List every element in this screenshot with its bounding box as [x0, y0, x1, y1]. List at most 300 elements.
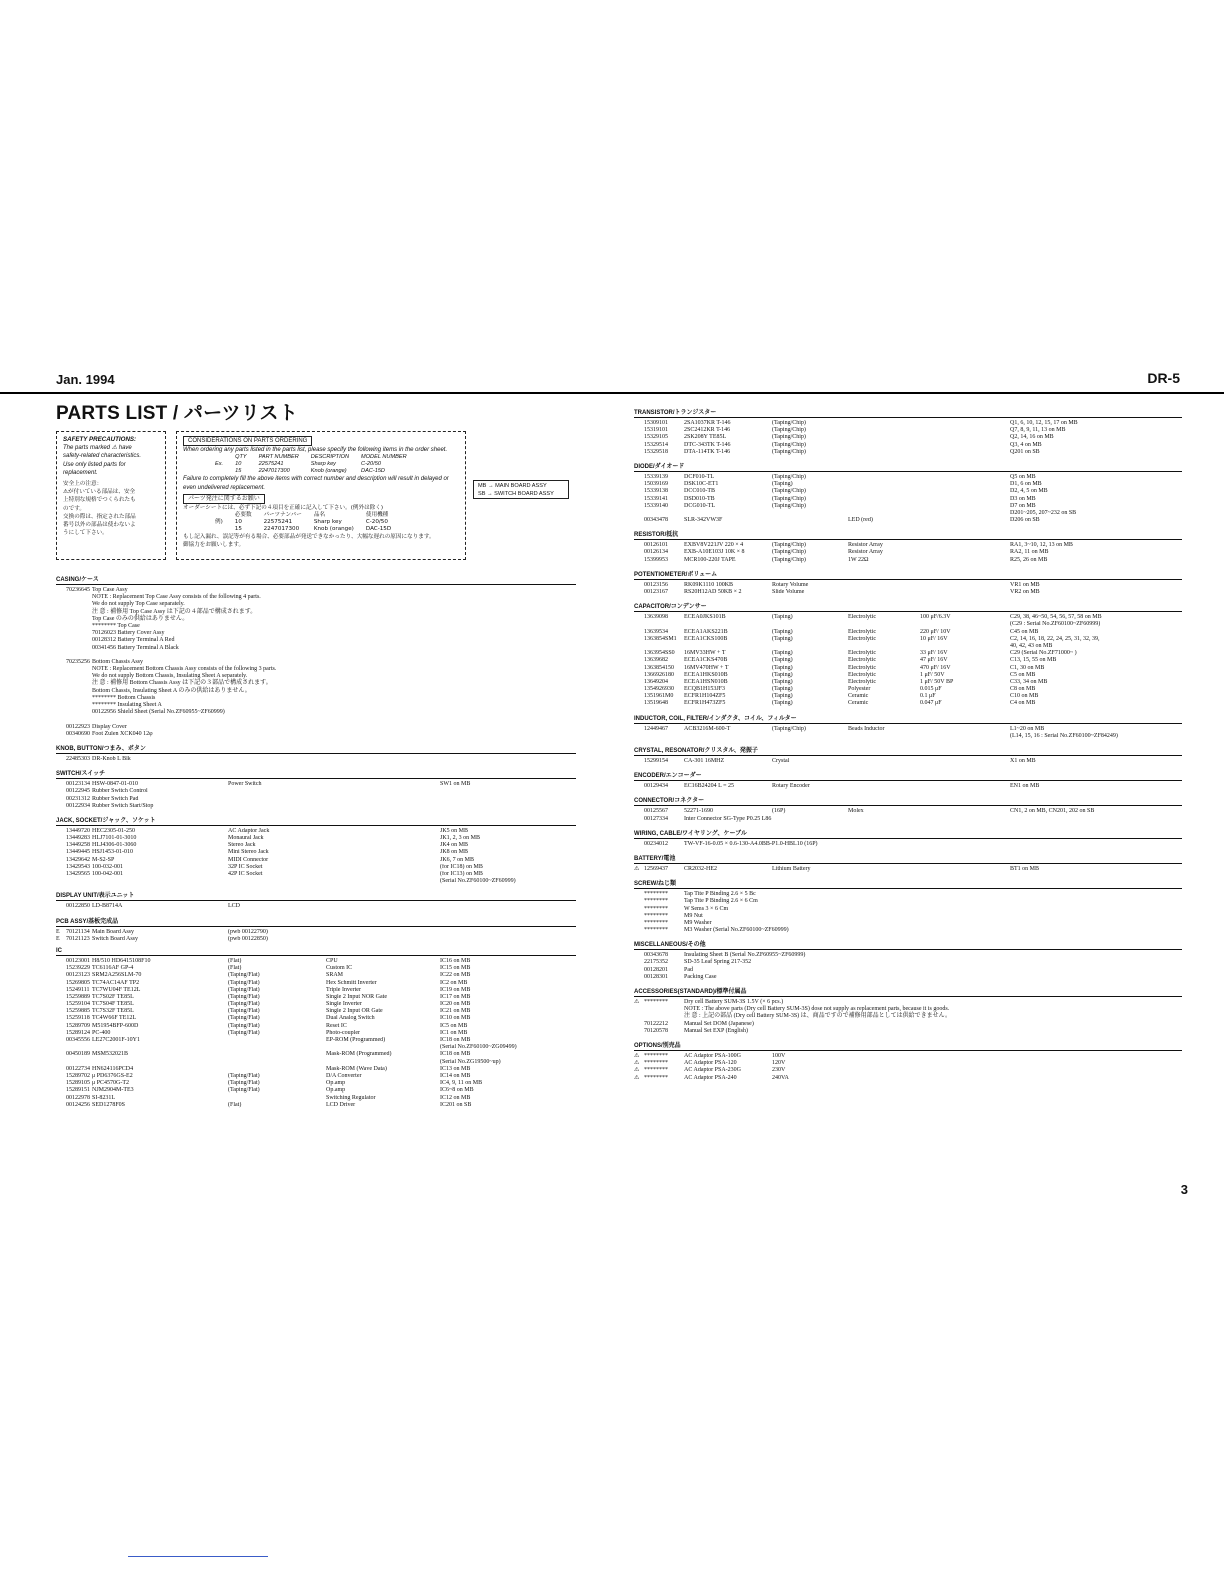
cell-loc: D201~205, 207~232 on SB	[1010, 509, 1077, 516]
cell-loc: RA1, 3~10, 12, 13 on MB	[1010, 542, 1073, 549]
cell-type: (Flat)	[228, 965, 242, 972]
cell-desc: Single Inverter	[326, 1001, 362, 1008]
cell-code: 13429543	[66, 863, 90, 870]
cell-code: 1351961M0	[644, 693, 674, 700]
cell-loc: SW1 on MB	[440, 781, 471, 788]
ordering-considerations-box	[176, 431, 466, 560]
cell-code: 1366926180	[644, 671, 674, 678]
cell-type: (Taping/Flat)	[228, 1022, 260, 1029]
cell-part: 52271-1690	[684, 808, 713, 815]
section-title: DIODE/ダイオード	[634, 461, 1182, 472]
cell-loc: IC6~8 on MB	[440, 1087, 474, 1094]
cell-loc: (Serial No.ZG19500~up)	[440, 1058, 501, 1065]
safety-jp-line: 番号以外の部品は使わないよ	[63, 522, 136, 529]
cell-code: ********	[644, 898, 668, 905]
cell-part: MSM532021B	[92, 1051, 129, 1058]
cell-part: EXBV8V221JV 220 × 4	[684, 542, 744, 549]
section-title: MISCELLANEOUS/その他	[634, 939, 1182, 950]
cell-code: 15259885	[66, 1008, 90, 1015]
cell-val: 0.015 μF	[920, 686, 942, 693]
parts-row	[634, 481, 1182, 488]
parts-row	[634, 679, 1182, 686]
cell-loc: IC10 on MB	[440, 1015, 471, 1022]
cell-part: 注 意 : 上記の部品 (Dry cell Battery SUM-3S) は、商品ですので補修用部品としては供給できません。	[684, 1013, 952, 1020]
cell-desc: Resistor Array	[848, 549, 883, 556]
parts-row	[634, 783, 1182, 790]
section-title: SCREW/ねじ類	[634, 878, 1182, 889]
parts-row	[634, 808, 1182, 815]
cell-part: TC74AC14AF TP2	[92, 979, 140, 986]
parts-row	[634, 542, 1182, 549]
section-title: SWITCH/スイッチ	[56, 768, 576, 779]
cell-code: 00450189	[66, 1051, 90, 1058]
parts-row	[56, 609, 576, 616]
cell-part: TC7S32F TE85L	[92, 1008, 134, 1015]
parts-row	[56, 781, 576, 788]
cell-desc: Switching Regulator	[326, 1094, 376, 1101]
cell-part: μ PC4570G-T2	[92, 1080, 130, 1087]
cell-type: (Taping)	[772, 686, 793, 693]
cell-desc: SRAM	[326, 972, 344, 979]
cell-type: (Flat)	[228, 1101, 242, 1108]
order-cell: 10	[234, 519, 242, 526]
parts-section	[634, 986, 1182, 1035]
parts-row	[634, 693, 1182, 700]
parts-row	[56, 987, 576, 994]
cell-code: 12569437	[644, 865, 668, 872]
section-title: KNOB, BUTTON/つまみ、ボタン	[56, 743, 576, 754]
cell-val: 1 μF/ 50V BP	[920, 678, 954, 685]
cell-code: 00126134	[644, 549, 668, 556]
cell-code: 22175352	[644, 959, 668, 966]
cell-mark: ⚠	[634, 1074, 640, 1081]
cell-code: ********	[644, 999, 668, 1005]
cell-loc: L1~20 on MB	[1010, 725, 1045, 732]
cell-part: SD-35 Leaf Spring 217-352	[684, 959, 752, 966]
bottom-rule	[128, 1556, 268, 1557]
cell-type: AC Adaptor Jack	[228, 827, 270, 834]
cell-code: 70236645	[66, 587, 90, 593]
cell-loc: IC201 on SB	[440, 1101, 472, 1108]
parts-list-left-column	[56, 574, 576, 1114]
parts-row	[634, 665, 1182, 672]
cell-type: (Taping/Flat)	[228, 1080, 260, 1087]
cell-code: 00127334	[644, 815, 668, 822]
cell-loc: VR1 on MB	[1010, 581, 1040, 588]
parts-row	[56, 1037, 576, 1044]
parts-section	[634, 601, 1182, 707]
cell-part: DSD010-TB	[684, 495, 715, 502]
order-cell: 10	[235, 461, 242, 468]
cell-code: ********	[644, 891, 668, 898]
cell-type: (Taping)	[772, 671, 793, 678]
cell-part: DR-Knob L Blk	[92, 755, 131, 762]
parts-row	[634, 906, 1182, 913]
parts-row	[634, 582, 1182, 589]
parts-row	[634, 474, 1182, 481]
cell-desc: Triple Inverter	[326, 986, 361, 993]
cell-desc: Ceramic	[848, 693, 869, 700]
order-cell: 品名	[313, 512, 326, 519]
legend-line: SB → SWITCH BOARD ASSY	[478, 491, 554, 497]
cell-part: Rubber Switch Start/Stop	[92, 802, 154, 809]
cell-code: 15289151	[66, 1087, 90, 1094]
cell-part: Insulating Sheet B (Serial No.ZF60955~ZF60999)	[684, 952, 806, 959]
cell-part: DCG010-TL	[684, 502, 715, 509]
cell-part: ******** Top Case	[92, 622, 140, 629]
cell-val: 0.1 μF	[920, 693, 936, 700]
cell-code: 13449445	[66, 849, 90, 856]
cell-code: 15259889	[66, 993, 90, 1000]
order-cell	[209, 454, 229, 461]
parts-row	[56, 1008, 576, 1015]
parts-row	[56, 1087, 576, 1094]
cell-part: Bottom Chassis Assy	[92, 658, 144, 665]
cell-type: Mini Stereo Jack	[228, 849, 269, 856]
parts-section	[56, 916, 576, 943]
cell-val: 10 μF/ 16V	[920, 635, 948, 642]
cell-part: NOTE : Replacement Top Case Assy consists of the following 4 parts.	[92, 594, 261, 601]
cell-loc: 40, 42, 43 on MB	[1010, 642, 1053, 649]
parts-row	[634, 1067, 1182, 1074]
cell-code: 15039169	[644, 481, 668, 488]
cell-part: ******** Bottom Chassis	[92, 694, 156, 701]
parts-row	[634, 510, 1182, 517]
order-cell: 2247017300	[258, 468, 290, 475]
parts-row	[56, 756, 576, 763]
parts-row	[56, 871, 576, 878]
cell-code: 13639534	[644, 628, 668, 635]
parts-section	[634, 770, 1182, 790]
safety-jp-heading: 安全上の注意：	[63, 481, 103, 488]
cell-loc: C4 on MB	[1010, 700, 1036, 707]
parts-row	[634, 621, 1182, 628]
cell-code: 13449283	[66, 835, 90, 842]
cell-type: (pwb 00122850)	[228, 935, 268, 942]
cell-code: 15329105	[644, 434, 668, 441]
cell-mark: ⚠	[634, 999, 640, 1005]
section-title: RESISTOR/抵抗	[634, 529, 1182, 540]
cell-mark: ⚠	[634, 1060, 640, 1067]
parts-row	[634, 974, 1182, 981]
parts-row	[56, 788, 576, 795]
cell-code: 00343478	[644, 517, 668, 524]
parts-row	[56, 958, 576, 965]
cell-code: 15329518	[644, 448, 668, 455]
cell-part: AC Adaptor PSA-230G	[684, 1067, 742, 1074]
parts-row	[56, 1095, 576, 1102]
cell-mark: ⚠	[634, 1052, 640, 1059]
cell-loc: IC16 on MB	[440, 957, 471, 964]
parts-section	[56, 768, 576, 810]
cell-part: HLJ7101-01-3010	[92, 835, 137, 842]
cell-desc: Electrolytic	[848, 678, 876, 685]
cell-type: (Taping)	[772, 635, 793, 642]
order-tail: even undelivered replacement.	[183, 484, 266, 491]
safety-line: The parts marked ⚠ have	[63, 445, 132, 452]
cell-type: Stereo Jack	[228, 842, 256, 849]
order-table-row	[209, 461, 413, 468]
cell-loc: IC19 on MB	[440, 986, 471, 993]
cell-loc: JK6, 7 on MB	[440, 856, 475, 863]
cell-code: 00125567	[644, 808, 668, 815]
order-cell	[209, 468, 229, 475]
parts-row	[56, 828, 576, 835]
section-title: TRANSISTOR/トランジスター	[634, 407, 1182, 418]
cell-code: 15339139	[644, 473, 668, 480]
cell-val: 0.047 μF	[920, 700, 942, 707]
cell-loc: D206 on SB	[1010, 517, 1040, 524]
parts-row	[634, 841, 1182, 848]
cell-code: ********	[644, 1074, 668, 1081]
cell-type: (Taping/Flat)	[228, 1029, 260, 1036]
parts-section	[634, 713, 1182, 740]
parts-row	[56, 936, 576, 943]
parts-section	[634, 795, 1182, 822]
cell-type: (Taping/Chip)	[772, 420, 806, 426]
cell-part: M9 Washer	[684, 919, 712, 926]
cell-type: (Taping/Chip)	[772, 542, 806, 549]
parts-section	[56, 574, 576, 738]
cell-desc: Single 2 Input NOR Gate	[326, 993, 387, 1000]
parts-row	[634, 920, 1182, 927]
parts-row	[56, 857, 576, 864]
parts-row	[634, 517, 1182, 524]
parts-row	[634, 816, 1182, 823]
parts-row	[56, 630, 576, 637]
cell-part: AC Adaptor PSA-100G	[684, 1052, 742, 1059]
parts-row	[634, 1053, 1182, 1060]
cell-loc: D3 on MB	[1010, 495, 1036, 502]
cell-loc: D1, 6 on MB	[1010, 481, 1042, 488]
cell-code: 00122978	[66, 1094, 90, 1101]
cell-code: 70235256	[66, 658, 90, 665]
cell-part: PC-400	[92, 1029, 111, 1036]
order-table-head	[209, 454, 413, 461]
cell-part: NOTE : Replacement Bottom Chassis Assy consists of the following 3 parts.	[92, 666, 277, 673]
parts-row	[56, 849, 576, 856]
cell-val: 1 μF/ 50V	[920, 671, 945, 678]
cell-code: 00122923	[66, 723, 90, 730]
order-cell: 15	[234, 526, 242, 533]
cell-loc: RA2, 11 on MB	[1010, 549, 1049, 556]
parts-row	[56, 1044, 576, 1051]
cell-code: 15269805	[66, 979, 90, 986]
cell-type: (Taping/Chip)	[772, 488, 806, 495]
cell-code: 13429642	[66, 856, 90, 863]
cell-code: ********	[644, 1060, 668, 1067]
cell-loc: (Serial No.ZF60100~ZG09499)	[440, 1044, 517, 1051]
parts-row	[634, 866, 1182, 873]
cell-part: Dry cell Battery SUM-3S 1.5V (× 6 pcs.)	[684, 999, 784, 1005]
cell-part: DSK10C-ET1	[684, 481, 719, 488]
cell-code: 00340690	[66, 730, 90, 737]
cell-type: 240VA	[772, 1074, 789, 1081]
cell-loc: IC20 on MB	[440, 1001, 471, 1008]
parts-row	[56, 652, 576, 659]
cell-type: (Taping)	[772, 628, 793, 635]
cell-type: Lithium Battery	[772, 865, 811, 872]
parts-row	[634, 496, 1182, 503]
cell-code: ********	[644, 919, 668, 926]
cell-code: ********	[644, 1067, 668, 1074]
cell-part: M3 Washer (Serial No.ZF60100~ZF60999)	[684, 927, 789, 934]
cell-code: 70122212	[644, 1020, 668, 1027]
cell-part: NOTE : The above parts (Dry cell Battery SUM-3S) dose not supply as replacement parts, because it is goods.	[684, 1006, 950, 1013]
cell-type: 100V	[772, 1052, 786, 1059]
cell-type: (Taping/Chip)	[772, 495, 806, 502]
order-cell: 15	[235, 468, 242, 475]
order-cell: DAC-15D	[365, 526, 392, 533]
cell-code: 13429565	[66, 871, 90, 877]
section-title: CRYSTAL, RESONATOR/クリスタル、発振子	[634, 745, 1182, 756]
cell-code: 13519648	[644, 700, 668, 707]
order-tail: Failure to completely fill the above items with correct number and description will result in delayed or	[183, 476, 449, 483]
cell-code: ********	[644, 905, 668, 912]
order-cell: Ex.	[215, 461, 224, 468]
cell-code: 1363954SS0	[644, 650, 675, 657]
cell-loc: C10 on MB	[1010, 693, 1039, 700]
cell-type: Monaural Jack	[228, 835, 264, 842]
cell-code: 00128301	[644, 973, 668, 980]
cell-loc: C45 on MB	[1010, 628, 1039, 635]
cell-part: 注 意 : 補修用 Bottom Chassis Assy は下記の３部品で構成されます。	[92, 680, 272, 687]
cell-code: 70120578	[644, 1027, 668, 1034]
cell-part: M51954BFP-600D	[92, 1022, 139, 1029]
cell-loc: D7 on MB	[1010, 502, 1036, 509]
cell-type: (Taping/Flat)	[228, 972, 260, 979]
cell-code: 00126101	[644, 542, 668, 549]
parts-row	[56, 666, 576, 673]
parts-section	[634, 1040, 1182, 1082]
order-cell: QTY	[235, 454, 247, 461]
cell-loc: (C29 : Serial No.ZF60100~ZF60999)	[1010, 621, 1101, 628]
parts-section	[56, 890, 576, 910]
parts-section	[634, 461, 1182, 524]
parts-section	[634, 828, 1182, 848]
parts-row	[56, 709, 576, 716]
cell-part: AC Adaptor PSA-120	[684, 1060, 737, 1067]
cell-part: ECFR1H473ZF5	[684, 700, 726, 707]
order-jp-tail: 御協力をお願いします。	[183, 542, 245, 549]
cell-part: We do not supply Bottom Chassis, Insulating Sheet A separately.	[92, 673, 248, 680]
order-cell: DAC-15D	[361, 468, 385, 475]
order-table-row	[209, 468, 413, 475]
parts-section	[634, 745, 1182, 765]
parts-row	[56, 835, 576, 842]
cell-part: 2SK208Y TE85L	[684, 434, 727, 441]
cell-part: ECEA1HSN010B	[684, 678, 728, 685]
cell-part: 2SC2412KR T-146	[684, 427, 731, 434]
cell-code: 15259104	[66, 1001, 90, 1008]
parts-row	[56, 864, 576, 871]
cell-part: Manual Set EXP (English)	[684, 1027, 748, 1034]
section-title: WIRING, CABLE/ワイヤリング、ケーブル	[634, 828, 1182, 839]
cell-code: 1363854SM1	[644, 635, 677, 642]
cell-type: 230V	[772, 1067, 786, 1074]
cell-part: ECEA1CKS470B	[684, 657, 728, 664]
safety-line: safety-related characteristics.	[63, 453, 142, 460]
cell-code: 15239229	[66, 965, 90, 972]
parts-row	[56, 623, 576, 630]
cell-part: RK09K1110 100KB	[684, 581, 734, 588]
cell-part: μ PD6376GS-E2	[92, 1072, 133, 1079]
cell-desc: Custom IC	[326, 965, 353, 972]
cell-desc: LED (red)	[848, 517, 873, 524]
cell-desc: Dual Analog Switch	[326, 1015, 375, 1022]
cell-loc: Q7, 8, 9, 11, 13 on MB	[1010, 427, 1066, 434]
cell-loc: C13, 15, 55 on MB	[1010, 657, 1057, 664]
order-cell: 例)	[215, 519, 223, 526]
cell-code: 00128201	[644, 966, 668, 973]
cell-part: Inter Connector SG-Type P0.25 L86	[684, 815, 772, 822]
parts-row	[634, 1021, 1182, 1028]
cell-code: 15339140	[644, 502, 668, 509]
cell-type: (Taping)	[772, 481, 793, 488]
cell-loc: IC21 on MB	[440, 1008, 471, 1015]
parts-row	[56, 601, 576, 608]
cell-val: 470 μF/ 16V	[920, 664, 951, 671]
cell-part: HSW-0847-01-010	[92, 781, 138, 788]
cell-type: (Taping/Flat)	[228, 979, 260, 986]
parts-row	[634, 686, 1182, 693]
cell-type: MIDI Connector	[228, 856, 269, 863]
cell-loc: JK8 on MB	[440, 849, 469, 856]
parts-row	[56, 1073, 576, 1080]
cell-code: 15339138	[644, 488, 668, 495]
parts-row	[634, 636, 1182, 643]
cell-code: 15399953	[644, 556, 668, 563]
parts-row	[634, 629, 1182, 636]
cell-code: 15299154	[644, 758, 668, 764]
parts-row	[56, 903, 576, 910]
parts-row	[634, 1028, 1182, 1035]
cell-code: 00123134	[66, 781, 90, 788]
cell-type: (Taping)	[772, 614, 793, 621]
parts-row	[56, 637, 576, 644]
cell-code: 15289124	[66, 1029, 90, 1036]
order-cell: C-20/50	[361, 461, 381, 468]
cell-code: 15289702	[66, 1072, 90, 1079]
cell-part: HN624116PCD4	[92, 1065, 134, 1072]
order-jp-head	[209, 512, 397, 519]
cell-loc: CN1, 2 on MB, CN201, 202 on SB	[1010, 808, 1095, 815]
parts-row	[56, 1066, 576, 1073]
cell-part: HSJ1453-01-010	[92, 849, 134, 856]
cell-loc: Q5 on MB	[1010, 473, 1036, 480]
cell-desc: D/A Converter	[326, 1072, 362, 1079]
cell-loc: C2, 14, 16, 18, 22, 24, 25, 31, 32, 39,	[1010, 635, 1100, 642]
cell-loc: R25, 26 on MB	[1010, 556, 1048, 563]
cell-type: (Taping/Chip)	[772, 448, 806, 455]
cell-part: ECEA1AKS221B	[684, 628, 728, 635]
parts-row	[634, 967, 1182, 974]
cell-type: (Taping/Chip)	[772, 725, 806, 732]
order-cell: Sharp key	[310, 461, 336, 468]
parts-row	[634, 589, 1182, 596]
page-number: 3	[1180, 1182, 1188, 1197]
cell-type: 42P IC Socket	[228, 871, 263, 877]
cell-part: 70126023 Battery Cover Assy	[92, 630, 165, 637]
cell-desc: Op.amp	[326, 1080, 346, 1087]
cell-desc: Mask-ROM (Wave Data)	[326, 1065, 387, 1072]
cell-type: Rotary Volume	[772, 581, 809, 588]
cell-part: EXB-A10E103J 10K × 8	[684, 549, 745, 556]
parts-row	[56, 659, 576, 666]
cell-type: (Taping/Flat)	[228, 1001, 260, 1008]
order-example-table	[209, 454, 413, 475]
cell-part: DCF010-TL	[684, 473, 714, 480]
